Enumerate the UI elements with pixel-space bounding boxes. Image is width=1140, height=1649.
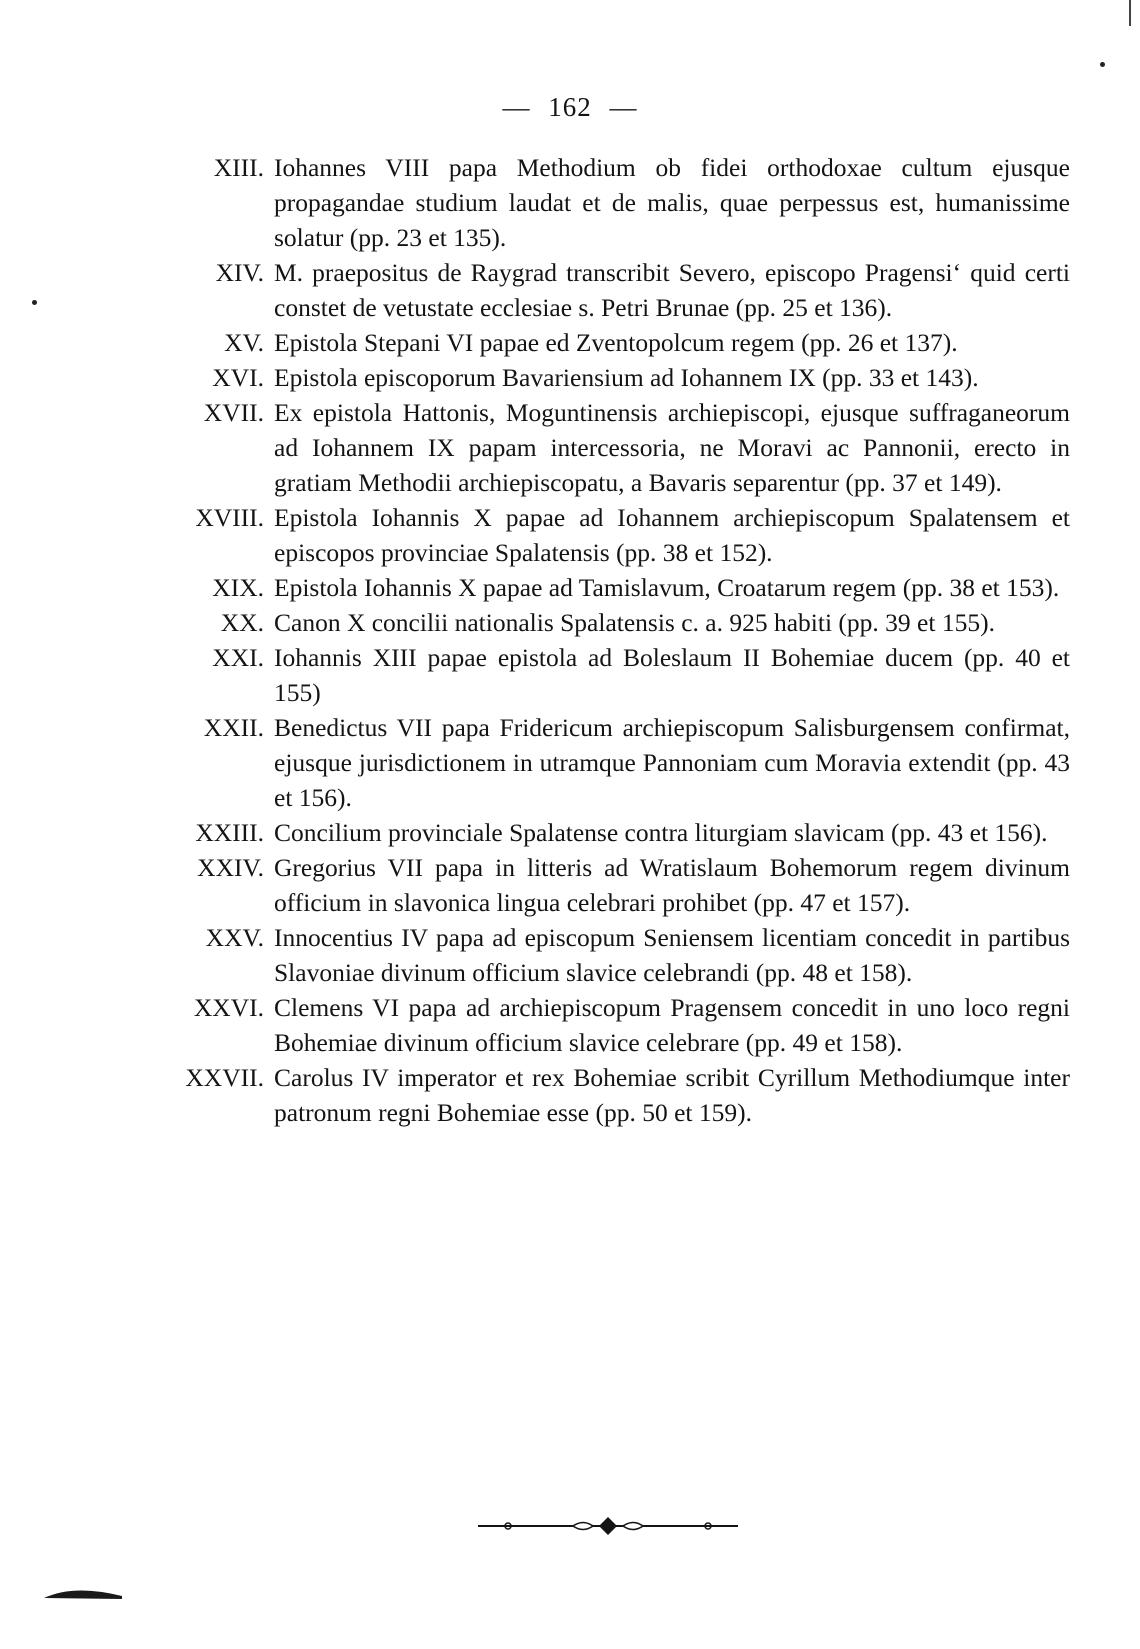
entry-text: Concilium provinciale Spalatense contra liturgiam slavicam (pp. 43 et 156). bbox=[274, 818, 1048, 847]
list-item bbox=[150, 710, 1070, 815]
list-item bbox=[150, 395, 1070, 500]
list-item bbox=[150, 640, 1070, 710]
entry-text: Iohannes VIII papa Methodium ob fidei orthodoxae cultum ejusque propagandae studium laudat et de malis, quae perpessus est, humanissime solatur (pp. 23 et 135). bbox=[274, 153, 1070, 252]
entry-number: XXVII. bbox=[185, 1063, 264, 1092]
entry-text: Ex epistola Hattonis, Moguntinensis archiepiscopi, ejusque suffraganeorum ad Iohannem IX papam intercessoria, ne Moravi ac Pannonii, erecto in gratiam Methodii archiepiscopatu, a Bavaris separentur (pp. 37 et 149). bbox=[274, 398, 1070, 497]
entry-number: XIV. bbox=[215, 258, 264, 287]
list-item bbox=[150, 150, 1070, 255]
list-item bbox=[150, 500, 1070, 570]
ink-mark-icon bbox=[44, 1586, 122, 1600]
entry-number: XXV. bbox=[205, 923, 264, 952]
entry-text: Clemens VI papa ad archiepiscopum Pragensem concedit in uno loco regni Bohemiae divinum officium slavice celebrare (pp. 49 et 158). bbox=[274, 993, 1070, 1057]
entry-text: Epistola Iohannis X papae ad Tamislavum, Croatarum regem (pp. 38 et 153). bbox=[274, 573, 1060, 602]
entry-number: XVIII. bbox=[195, 503, 264, 532]
list-item bbox=[150, 605, 1070, 640]
page-number: 162 bbox=[548, 92, 592, 122]
entry-text: M. praepositus de Raygrad transcribit Severo, episcopo Pragensi‘ quid certi constet de vetustate ecclesiae s. Petri Brunae (pp. 25 et 136). bbox=[274, 258, 1070, 322]
list-item bbox=[150, 325, 1070, 360]
scan-edge-line bbox=[1129, 0, 1131, 26]
list-item bbox=[150, 815, 1070, 850]
list-item bbox=[150, 255, 1070, 325]
header-dash-right: — bbox=[609, 92, 638, 122]
ornament-divider-icon bbox=[478, 1516, 738, 1536]
list-item bbox=[150, 990, 1070, 1060]
entry-text: Innocentius IV papa ad episcopum Seniensem licentiam concedit in partibus Slavoniae divinum officium slavice celebrandi (pp. 48 et 158). bbox=[274, 923, 1070, 987]
entry-number: XIX. bbox=[212, 573, 264, 602]
list-item bbox=[150, 1060, 1070, 1130]
entry-number: XVI. bbox=[212, 363, 264, 392]
entry-number: XXIII. bbox=[195, 818, 264, 847]
entry-number: XXII. bbox=[203, 713, 264, 742]
entry-text: Carolus IV imperator et rex Bohemiae scribit Cyrillum Methodiumque inter patronum regni Bohemiae esse (pp. 50 et 159). bbox=[274, 1063, 1070, 1127]
entry-number: XXIV. bbox=[197, 853, 264, 882]
page-header bbox=[0, 92, 1140, 123]
list-item bbox=[150, 920, 1070, 990]
list-item bbox=[150, 360, 1070, 395]
entry-text: Epistola Stepani VI papae ed Zventopolcum regem (pp. 26 et 137). bbox=[274, 328, 958, 357]
entry-number: XXVI. bbox=[193, 993, 264, 1022]
document-list bbox=[150, 150, 1070, 1130]
entry-number: XV. bbox=[224, 328, 264, 357]
entry-number: XVII. bbox=[203, 398, 264, 427]
entry-text: Gregorius VII papa in litteris ad Wratislaum Bohemorum regem divinum officium in slavonica lingua celebrari prohibet (pp. 47 et 157). bbox=[274, 853, 1070, 917]
stray-dot bbox=[32, 300, 37, 305]
list-item bbox=[150, 570, 1070, 605]
entry-text: Iohannis XIII papae epistola ad Boleslaum II Bohemiae ducem (pp. 40 et 155) bbox=[274, 643, 1070, 707]
entry-number: XX. bbox=[220, 608, 264, 637]
entry-number: XIII. bbox=[213, 153, 264, 182]
entry-text: Canon X concilii nationalis Spalatensis c. a. 925 habiti (pp. 39 et 155). bbox=[274, 608, 995, 637]
entry-text: Epistola episcoporum Bavariensium ad Iohannem IX (pp. 33 et 143). bbox=[274, 363, 979, 392]
entry-text: Epistola Iohannis X papae ad Iohannem archiepiscopum Spalatensem et episcopos provinciae Spalatensis (pp. 38 et 152). bbox=[274, 503, 1070, 567]
stray-dot bbox=[1100, 62, 1105, 67]
header-dash-left: — bbox=[502, 92, 531, 122]
entry-number: XXI. bbox=[212, 643, 264, 672]
entry-text: Benedictus VII papa Fridericum archiepiscopum Salisburgensem confirmat, ejusque jurisdictionem in utramque Pannoniam cum Moravia extendit (pp. 43 et 156). bbox=[274, 713, 1070, 812]
list-item bbox=[150, 850, 1070, 920]
